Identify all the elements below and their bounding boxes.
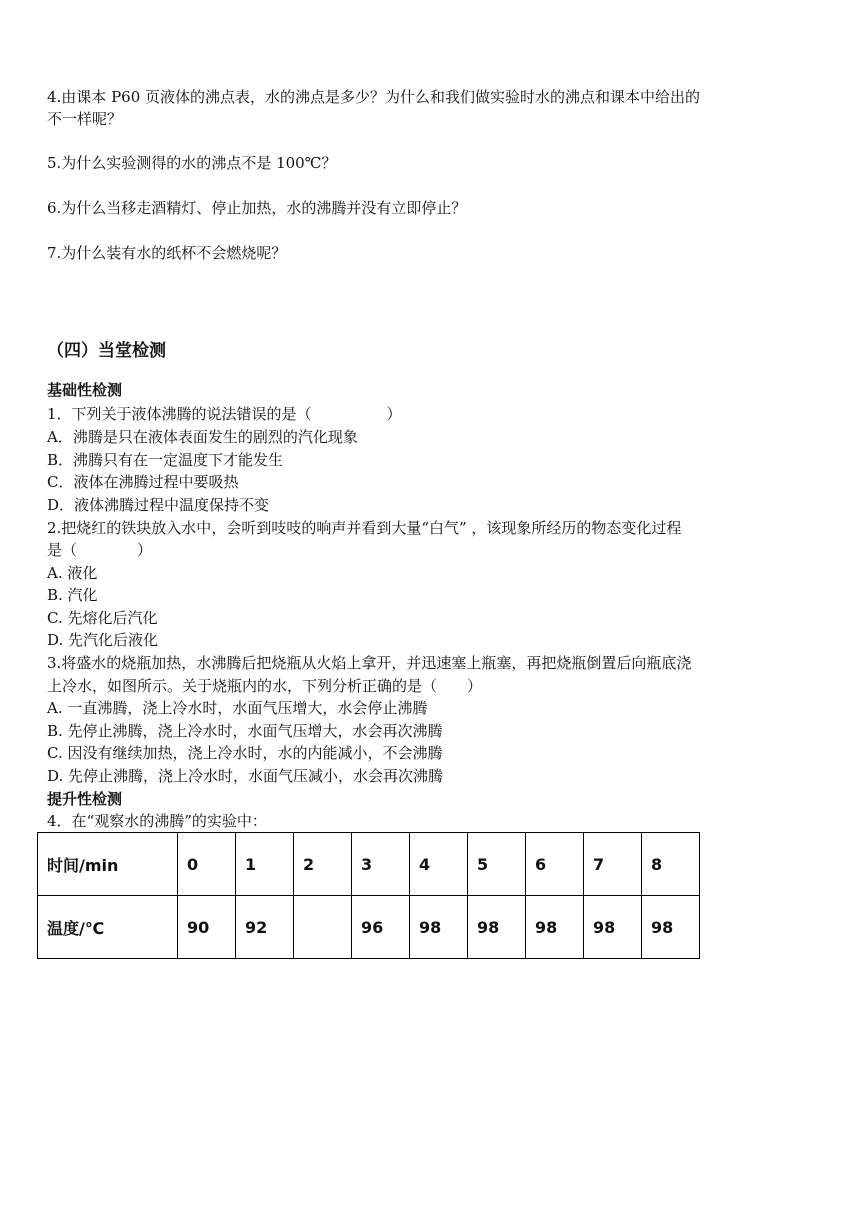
question-4-line-1: 4.由课本 P60 页液体的沸点表，水的沸点是多少？为什么和我们做实验时水的沸点和课本中给出的 [47,88,701,106]
q3-option-a: A. 一直沸腾，浇上冷水时，水面气压增大，水会停止沸腾 [47,699,428,717]
temperature-cell: 96 [352,896,410,959]
time-cell: 2 [294,833,352,896]
q4-stem: 4．在“观察水的沸腾”的实验中： [47,812,267,830]
temperature-cell: 98 [410,896,468,959]
q3-stem-line-1: 3.将盛水的烧瓶加热，水沸腾后把烧瓶从火焰上拿开，并迅速塞上瓶塞，再把烧瓶倒置后向瓶底浇 [47,654,692,672]
q1-option-d: D．液体沸腾过程中温度保持不变 [47,496,270,514]
q1-stem: 1．下列关于液体沸腾的说法错误的是（ ） [47,405,402,423]
basic-test-title: 基础性检测 [47,381,123,399]
question-4-line-2: 不一样呢？ [47,110,123,128]
time-cell: 6 [526,833,584,896]
q3-option-d: D. 先停止沸腾，浇上冷水时，水面气压减小，水会再次沸腾 [47,767,444,785]
q3-option-c: C. 因没有继续加热，浇上冷水时，水的内能减小，不会沸腾 [47,744,443,762]
boiling-data-table [37,832,700,959]
q3-option-b: B. 先停止沸腾，浇上冷水时，水面气压增大，水会再次沸腾 [47,722,443,740]
temperature-cell: 98 [468,896,526,959]
temperature-row [38,896,700,959]
q1-option-b: B．沸腾只有在一定温度下才能发生 [47,451,284,469]
question-5: 5.为什么实验测得的水的沸点不是 100℃？ [47,154,337,172]
question-7: 7.为什么装有水的纸杯不会燃烧呢？ [47,244,287,262]
q2-option-c: C. 先熔化后汽化 [47,609,158,627]
advanced-test-title: 提升性检测 [47,790,123,808]
time-header: 时间/min [38,833,178,896]
time-cell: 4 [410,833,468,896]
q3-stem-line-2: 上冷水，如图所示。关于烧瓶内的水，下列分析正确的是（ ） [47,677,483,695]
q2-stem-line-2: 是（ ） [47,541,153,559]
temperature-cell-blank[interactable] [294,896,352,959]
question-6: 6.为什么当移走酒精灯、停止加热，水的沸腾并没有立即停止？ [47,199,467,217]
q1-option-a: A．沸腾是只在液体表面发生的剧烈的汽化现象 [47,428,358,446]
temperature-cell: 98 [642,896,700,959]
q2-option-d: D. 先汽化后液化 [47,631,159,649]
time-cell: 8 [642,833,700,896]
temperature-cell: 98 [526,896,584,959]
section-title: （四）当堂检测 [47,341,166,361]
q1-option-c: C．液体在沸腾过程中要吸热 [47,473,239,491]
time-cell: 7 [584,833,642,896]
time-cell: 1 [236,833,294,896]
temperature-cell: 98 [584,896,642,959]
time-cell: 3 [352,833,410,896]
time-cell: 0 [178,833,236,896]
time-row [38,833,700,896]
q2-option-b: B. 汽化 [47,586,98,604]
temperature-cell: 90 [178,896,236,959]
temperature-cell: 92 [236,896,294,959]
q2-option-a: A. 液化 [47,564,98,582]
q2-stem-line-1: 2.把烧红的铁块放入水中，会听到吱吱的响声并看到大量“白气” ，该现象所经历的物态变化过程 [47,519,682,537]
time-cell: 5 [468,833,526,896]
temperature-header: 温度/℃ [38,896,178,959]
